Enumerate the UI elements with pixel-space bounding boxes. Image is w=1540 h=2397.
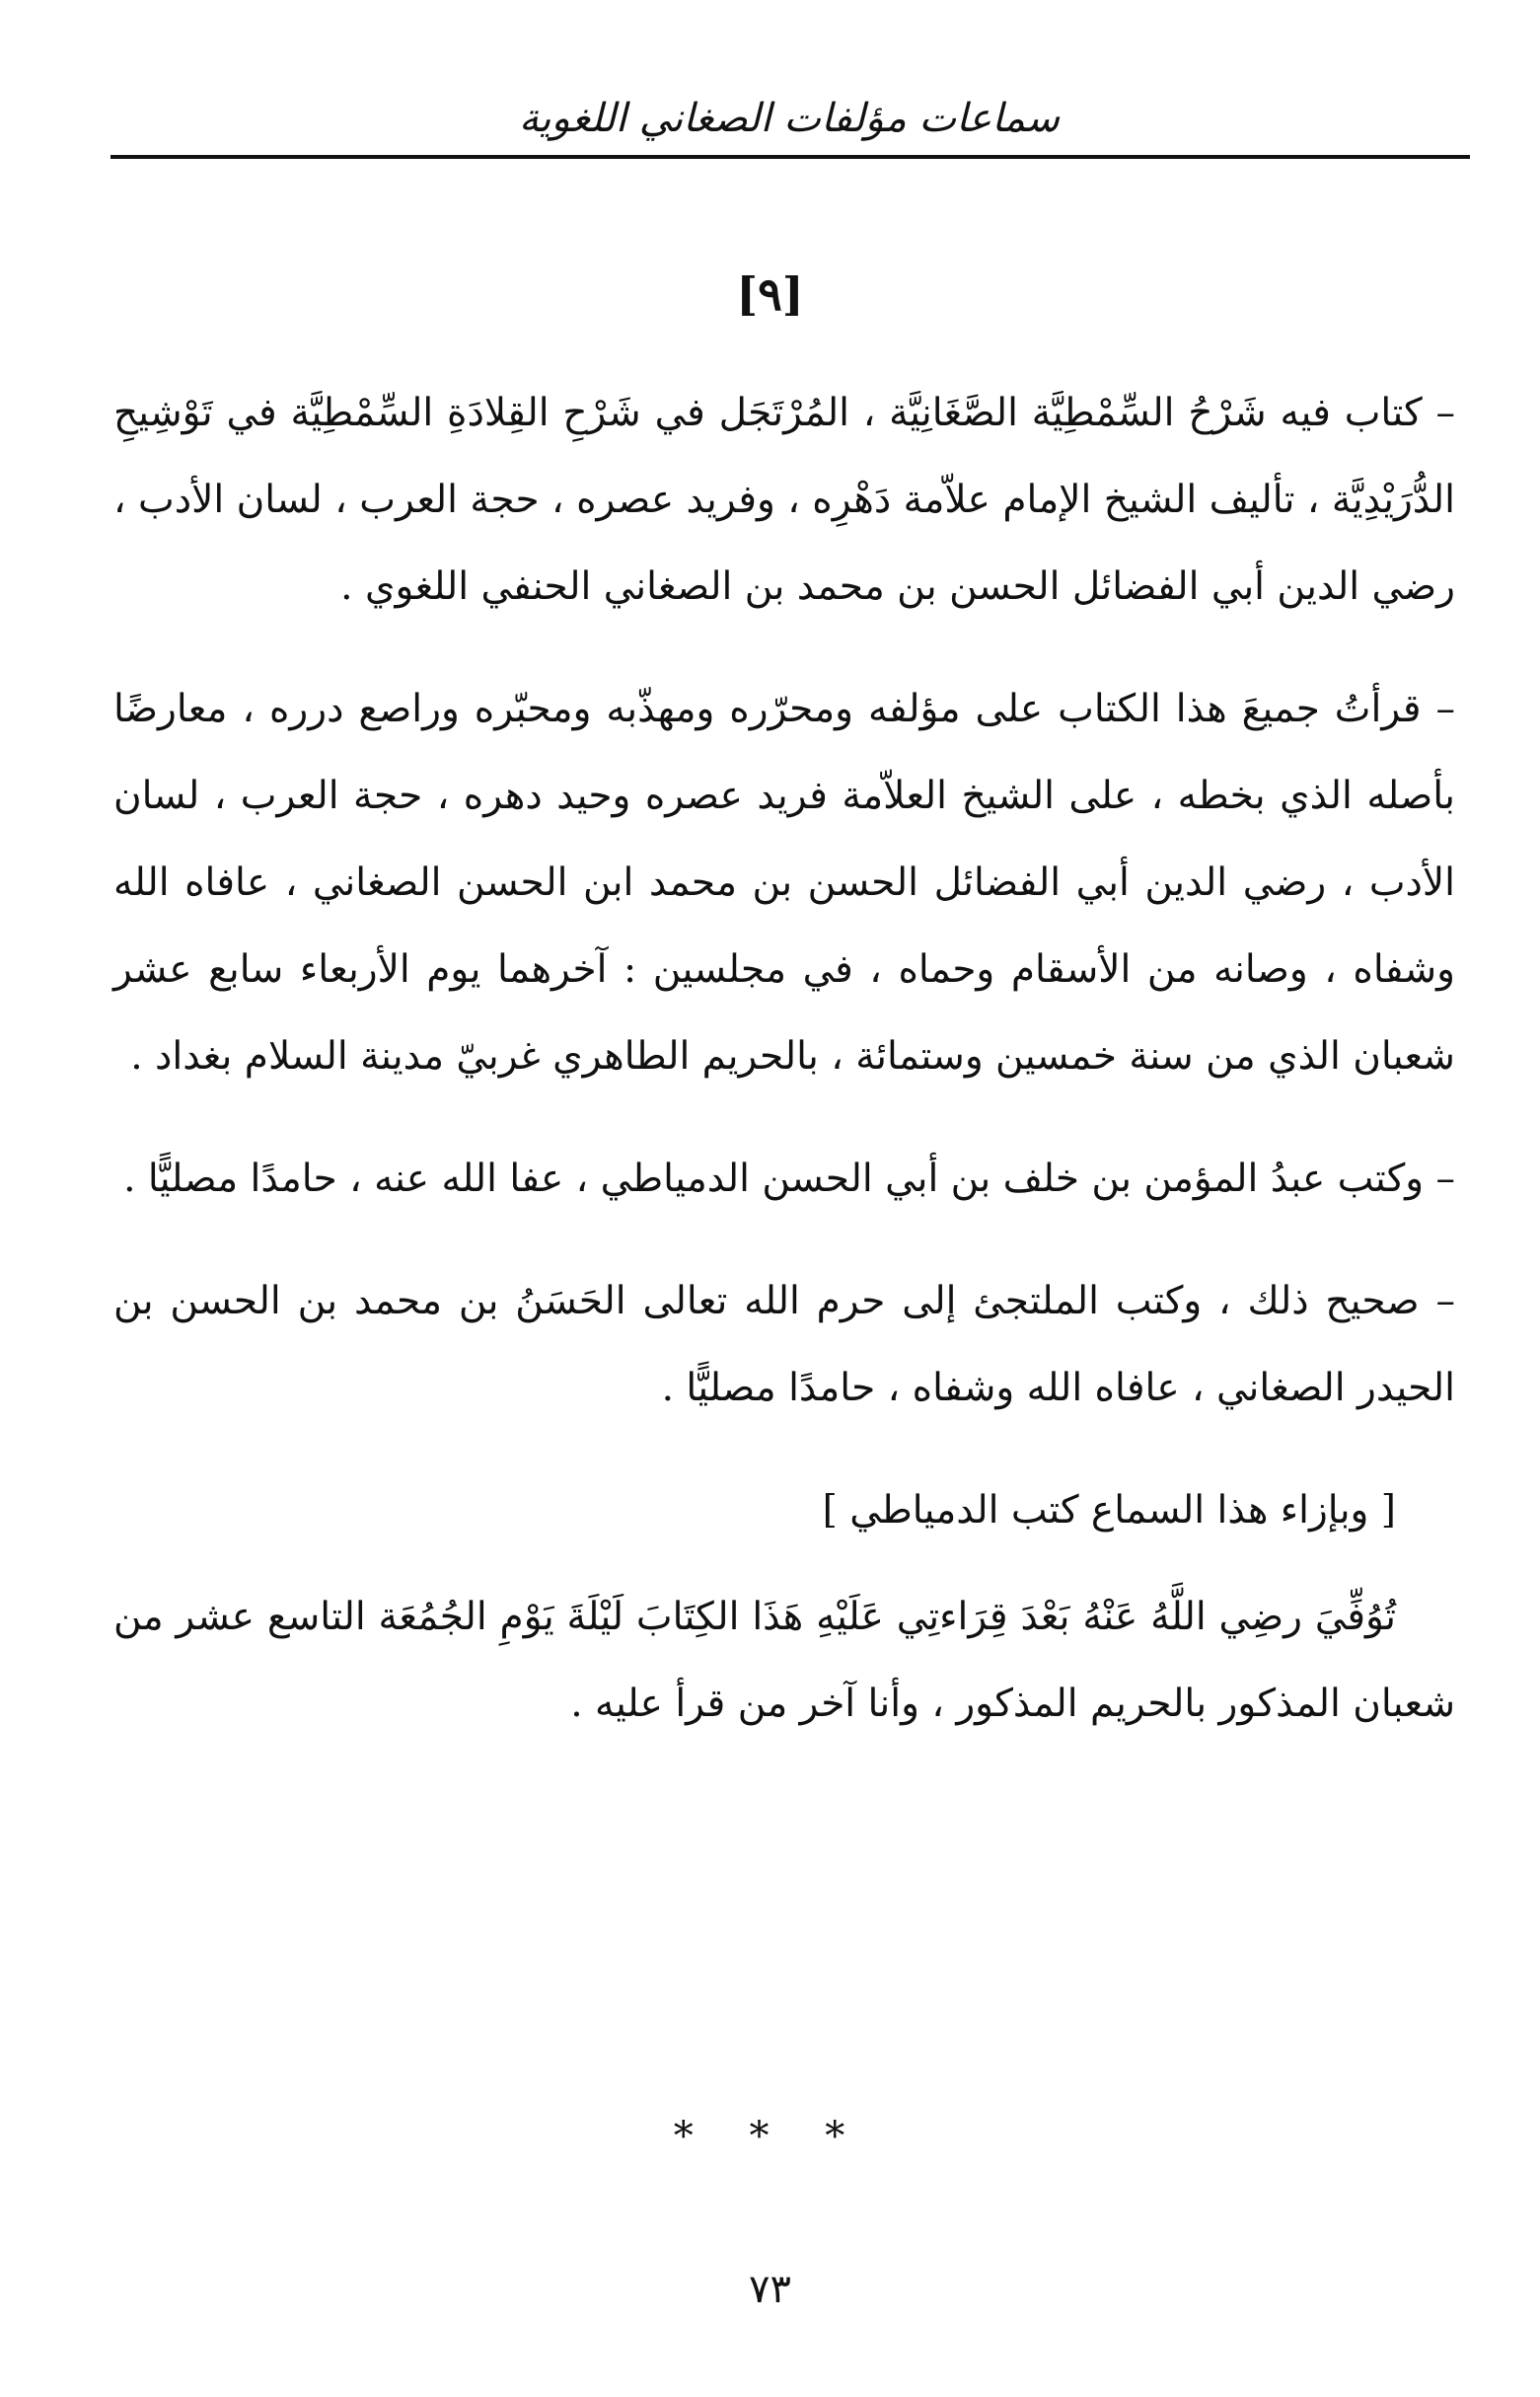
paragraph-dimyati-signature: – وكتب عبدُ المؤمن بن خلف بن أبي الحسن الدمياطي ، عفا الله عنه ، حامدًا مصليًّا . (123, 1157, 1455, 1201)
text-body (113, 370, 1455, 1783)
editorial-note: [ وبإزاء هذا السماع كتب الدمياطي ] (822, 1488, 1396, 1533)
header-rule (110, 155, 1470, 159)
paragraph-death-note: تُوُفِّيَ رضِي اللَّهُ عَنْهُ بَعْدَ قِرَاءتِي عَلَيْهِ هَذَا الكِتَابَ لَيْلَةَ يَوْمِ الجُمُعَة التاسع عشر من شعبان المذكور بالحريم المذكور ، وأنا آخر من قرأ عليه . (113, 1595, 1455, 1726)
section-separator: * * * (673, 2114, 867, 2159)
page-number: ٧٣ (749, 2267, 791, 2312)
paragraph-book-title: – كتاب فيه شَرْحُ السِّمْطِيَّة الصَّغَانِيَّة ، المُرْتَجَل في شَرْحِ القِلادَةِ السِّمْطِيَّة في تَوْشِيحِ الدُّرَيْدِيَّة ، تأليف الشيخ الإمام علاّمة دَهْرِه ، وفريد عصره ، حجة العرب ، لسان الأدب ، رضي الدين أبي الفضائل الحسن بن محمد بن الصغاني الحنفي اللغوي . (113, 391, 1455, 609)
section-number: [٩] (736, 267, 804, 321)
paragraph-saghani-attestation: – صحيح ذلك ، وكتب الملتجئ إلى حرم الله تعالى الحَسَنُ بن محمد بن الحسن بن الحيدر الصغاني ، عافاه الله وشفاه ، حامدًا مصليًّا . (113, 1279, 1455, 1410)
running-header: سماعات مؤلفات الصغاني اللغوية (518, 96, 1061, 141)
paragraph-reading-record: – قرأتُ جميعَ هذا الكتاب على مؤلفه ومحرّره ومهذّبه ومحبّره وراصع درره ، معارضًا بأصله الذي بخطه ، على الشيخ العلاّمة فريد عصره وحيد دهره ، حجة العرب ، لسان الأدب ، رضي الدين أبي الفضائل الحسن بن محمد ابن الحسن الصغاني ، عافاه الله وشفاه ، وصانه من الأسقام وحماه ، في مجلسين : آخرهما يوم الأربعاء سابع عشر شعبان الذي من سنة خمسين وستمائة ، بالحريم الطاهري غربيّ مدينة السلام بغداد . (113, 687, 1455, 1079)
